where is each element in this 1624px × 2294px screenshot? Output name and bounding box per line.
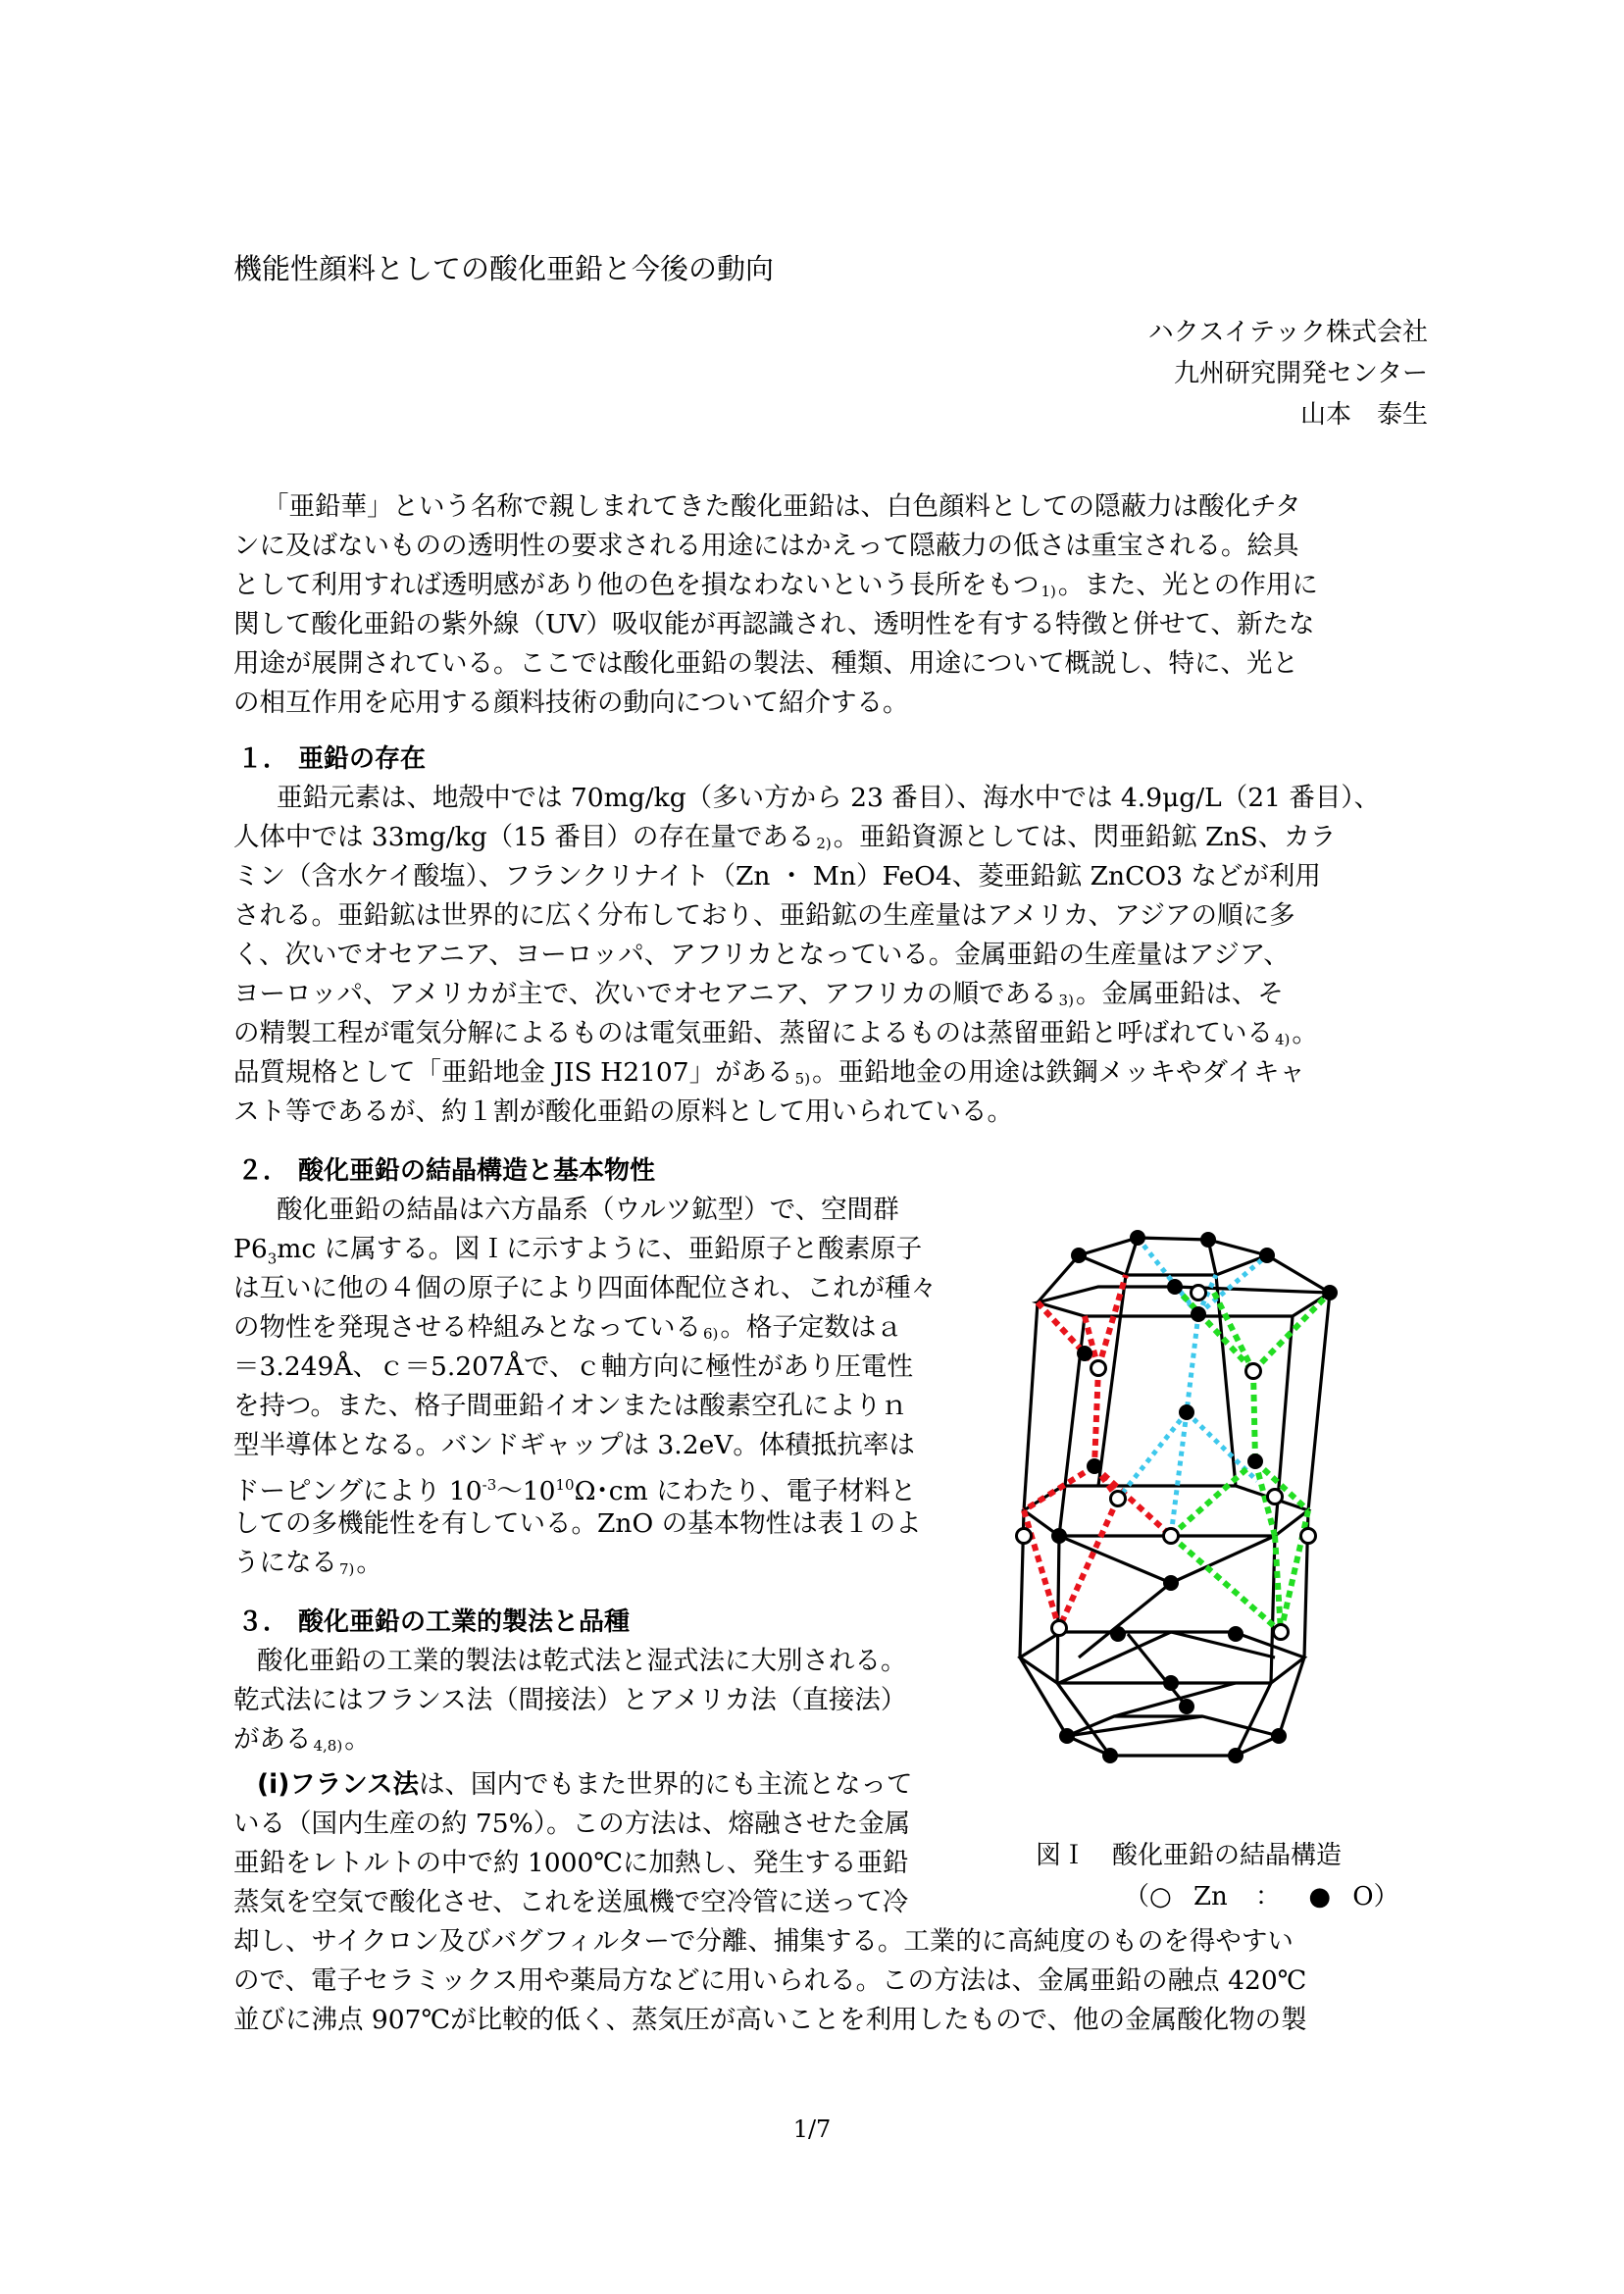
sec2-line: うになる $^{7)}$。 [233,1548,382,1578]
sec2-line: $P6_3mc$ に属する。図Ｉに示すように、亜鉛原子と酸素原子 [233,1234,923,1268]
sec1-line: スト等であるが、約１割が酸化亜鉛の原料として用いられている。 [233,1096,1013,1127]
affiliation-division: 九州研究開発センター [1174,359,1428,388]
sec1-line: 人体中では 33mg/kg（15 番目）の存在量である $^{2)}$。亜鉛資源としては、閃亜鉛鉱 ZnS、カラ [233,822,1337,852]
sec2-line: 酸化亜鉛の結晶は六方晶系（ウルツ鉱型）で、空間群 [277,1195,899,1225]
french-method-label: (i)フランス法 [257,1769,420,1800]
ref-5: 5) [794,1070,811,1088]
intro-line: 用途が展開されている。ここでは酸化亜鉛の製法、種類、用途について概説し、特に、光と [233,648,1298,679]
page-number: 1/7 [792,2116,832,2143]
sec2-line: の物性を発現させる枠組みとなっている $^{6)}$。格子定数はａ [233,1312,902,1343]
intro-line: 「亜鉛華」という名称で親しまれてきた酸化亜鉛は、白色顔料としての隠蔽力は酸化チタ [263,491,1301,522]
sec1-line: ヨーロッパ、アメリカが主で、次いでオセアニア、アフリカの順である $^{3)}$。金属亜鉛は、そ [233,979,1284,1009]
sec2-line: ＝3.249Å、ｃ＝5.207Åで、ｃ軸方向に極性があり圧電性 [233,1351,913,1382]
sec1-line: 品質規格として「亜鉛地金 JIS H2107」がある $^{5)}$。亜鉛地金の用途は鉄鋼メッキやダイキャ [233,1057,1306,1088]
section-2-heading: ２． 酸化亜鉛の結晶構造と基本物性 [237,1156,656,1186]
sec3-line: 乾式法にはフランス法（間接法）とアメリカ法（直接法） [233,1685,907,1715]
sec3-line: ので、電子セラミックス用や薬局方などに用いられる。この方法は、金属亜鉛の融点 420℃ [233,1965,1307,1996]
sec3-line: 蒸気を空気で酸化させ、これを送風機で空冷管に送って冷 [233,1887,909,1917]
author-name: 山本 泰生 [1299,400,1428,430]
sec2-line: は互いに他の４個の原子により四面体配位され、これが種々 [233,1273,938,1303]
ref-2: 2) [816,835,832,852]
section-1-heading: １． 亜鉛の存在 [237,744,427,774]
sec3-line: 酸化亜鉛の工業的製法は乾式法と湿式法に大別される。 [257,1646,907,1676]
sec2-line: しての多機能性を有している。ZnO の基本物性は表１のよ [233,1508,922,1539]
ref-1: 1) [1040,583,1056,600]
ref-4: 4) [1275,1031,1291,1048]
affiliation-company: ハクスイテック株式会社 [1147,318,1428,347]
oxygen-legend-dot-icon: ● [1308,1882,1331,1912]
sec3-line: 却し、サイクロン及びバグフィルターで分離、捕集する。工業的に高純度のものを得やすい [233,1926,1294,1957]
cyan-tetrahedron [1118,1238,1267,1536]
figure-legend: （○ Zn ： ● O） [1124,1882,1399,1912]
zno-crystal-structure-figure [1010,1206,1353,1775]
intro-line: 関して酸化亜鉛の紫外線（UV）吸収能が再認識され、透明性を有する特徴と併せて、新たな [233,609,1315,639]
sec3-line: がある $^{4,8)}$。 [233,1724,371,1755]
intro-line: ンに及ばないものの透明性の要求される用途にはかえって隠蔽力の低さは重宝される。絵具 [233,531,1299,561]
sec1-line: 亜鉛元素は、地殻中では 70mg/kg（多い方から 23 番目）、海水中では 4.9μg/L（21 番目）、 [277,783,1381,813]
section-3-heading: ３． 酸化亜鉛の工業的製法と品種 [237,1607,631,1637]
sec3-line: いる（国内生産の約 75%）。この方法は、熔融させた金属 [233,1809,911,1839]
intro-line: として利用すれば透明感があり他の色を損なわないという長所をもつ $^{1)}$。また、光との作用に [233,570,1318,600]
intro-line: の相互作用を応用する顔料技術の動向について紹介する。 [233,688,909,718]
sec2-line: を持つ。また、格子間亜鉛イオンまたは酸素空孔によりｎ [233,1391,908,1421]
paper-title: 機能性顔料としての酸化亜鉛と今後の動向 [233,252,775,285]
sec1-line: の精製工程が電気分解によるものは電気亜鉛、蒸留によるものは蒸留亜鉛と呼ばれている $^{4)}$。 [233,1018,1318,1048]
sec2-line: 型半導体となる。バンドギャップは 3.2eV。体積抵抗率は [233,1430,915,1460]
sec3-line: 亜鉛をレトルトの中で約 1000℃に加熱し、発生する亜鉛 [233,1848,909,1878]
ref-3: 3) [1058,992,1074,1009]
sec1-line: く、次いでオセアニア、ヨーロッパ、アフリカとなっている。金属亜鉛の生産量はアジア、 [233,940,1290,970]
sec3-line: 並びに沸点 907℃が比較的低く、蒸気圧が高いことを利用したもので、他の金属酸化物の製 [233,2005,1307,2035]
sec3-line: (i)フランス法は、国内でもまた世界的にも主流となって [257,1769,913,1800]
sec1-line: される。亜鉛鉱は世界的に広く分布しており、亜鉛鉱の生産量はアメリカ、アジアの順に多 [233,900,1295,931]
figure-caption: 図Ｉ 酸化亜鉛の結晶構造 [1036,1841,1343,1870]
sec1-line: ミン（含水ケイ酸塩）、フランクリナイト（Zn ・ Mn）FeO4、菱亜鉛鉱 ZnCO3 などが利用 [233,861,1321,892]
sec2-line: ドーピングにより $10^{-3}\sim 10^{10}\Omega$･cm にわたり、電子材料と [233,1475,917,1506]
